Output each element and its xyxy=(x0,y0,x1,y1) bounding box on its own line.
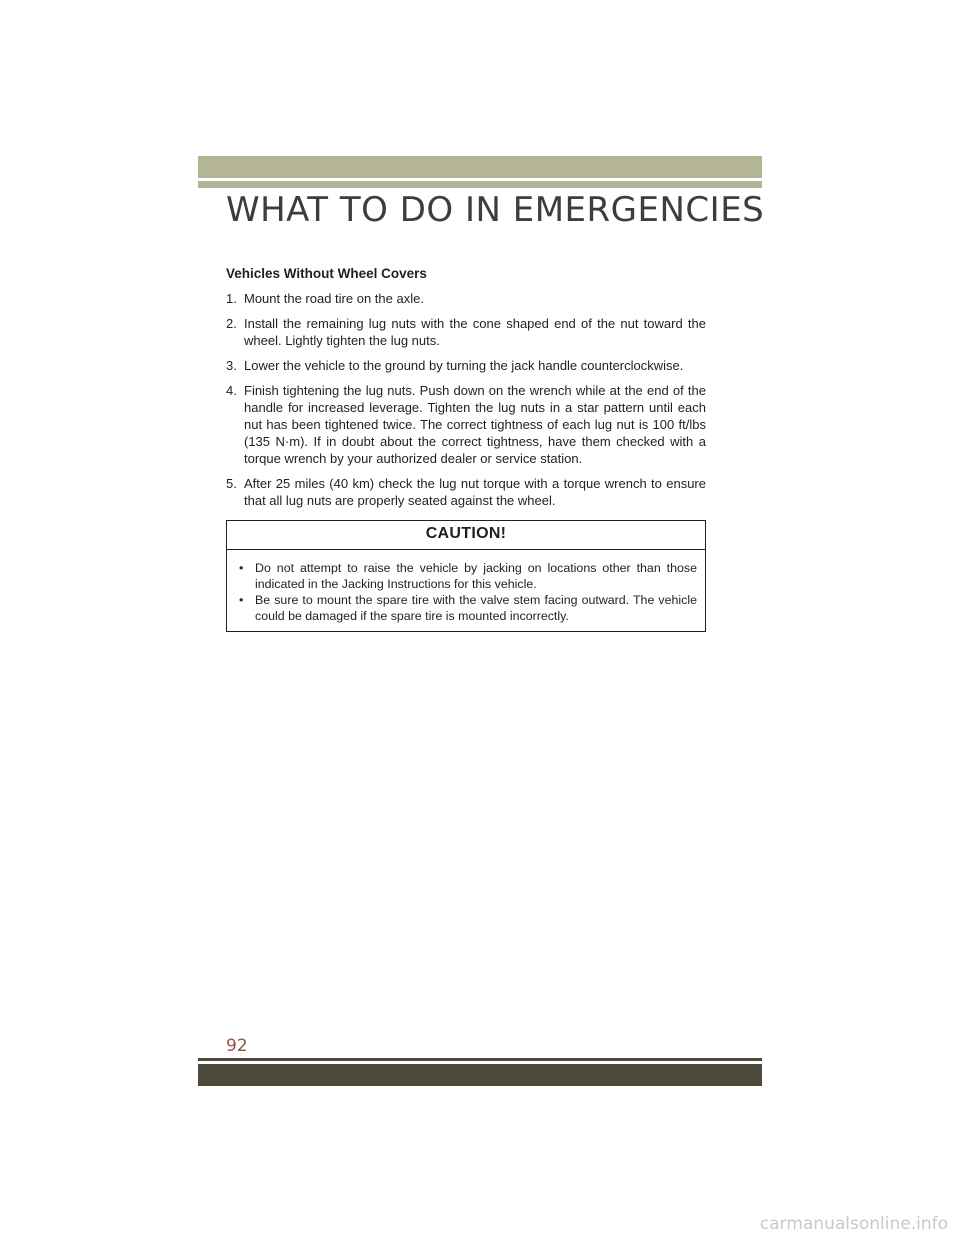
caution-text: Be sure to mount the spare tire with the valve stem facing outward. The vehicle could be damaged if the spare tire is mounted incorrectly. xyxy=(255,593,697,623)
step-text: Install the remaining lug nuts with the cone shaped end of the nut toward the wheel. Lightly tighten the lug nuts. xyxy=(244,316,706,348)
step-text: Finish tightening the lug nuts. Push down on the wrench while at the end of the handle for increased leverage. Tighten the lug nuts in a star pattern until each nut has been tightened twice. The correct tightness of each lug nut is 100 ft/lbs (135 N·m). If in doubt about the correct tightness, have them checked with a torque wrench by your authorized dealer or service station. xyxy=(244,383,706,466)
caution-title: CAUTION! xyxy=(227,521,705,550)
steps-list xyxy=(226,290,706,509)
watermark: carmanualsonline.info xyxy=(759,1214,948,1234)
step-text: After 25 miles (40 km) check the lug nut torque with a torque wrench to ensure that all lug nuts are properly seated against the wheel. xyxy=(244,476,706,508)
caution-body xyxy=(227,550,705,631)
caution-box xyxy=(226,520,706,632)
step-number: 3. xyxy=(226,358,237,373)
step-text: Mount the road tire on the axle. xyxy=(244,291,424,306)
step-number: 2. xyxy=(226,316,237,331)
footer-band xyxy=(198,1064,762,1086)
header-rule xyxy=(198,181,762,188)
step-item xyxy=(226,357,706,374)
main-content xyxy=(226,266,706,517)
footer-rule xyxy=(198,1058,762,1061)
step-number: 1. xyxy=(226,291,237,306)
caution-item xyxy=(237,560,697,592)
bullet-icon: • xyxy=(239,593,244,607)
step-item xyxy=(226,290,706,307)
subheading: Vehicles Without Wheel Covers xyxy=(226,266,427,281)
page-number: 92 xyxy=(226,1036,248,1056)
caution-list xyxy=(237,560,697,624)
header-band xyxy=(198,156,762,178)
step-number: 4. xyxy=(226,383,237,398)
caution-text: Do not attempt to raise the vehicle by jacking on locations other than those indicated in the Jacking Instructions for this vehicle. xyxy=(255,561,697,591)
caution-item xyxy=(237,592,697,624)
step-number: 5. xyxy=(226,476,237,491)
step-item xyxy=(226,382,706,467)
step-item xyxy=(226,475,706,509)
section-title: WHAT TO DO IN EMERGENCIES xyxy=(226,190,765,230)
bullet-icon: • xyxy=(239,561,244,575)
step-item xyxy=(226,315,706,349)
step-text: Lower the vehicle to the ground by turning the jack handle counterclockwise. xyxy=(244,358,684,373)
